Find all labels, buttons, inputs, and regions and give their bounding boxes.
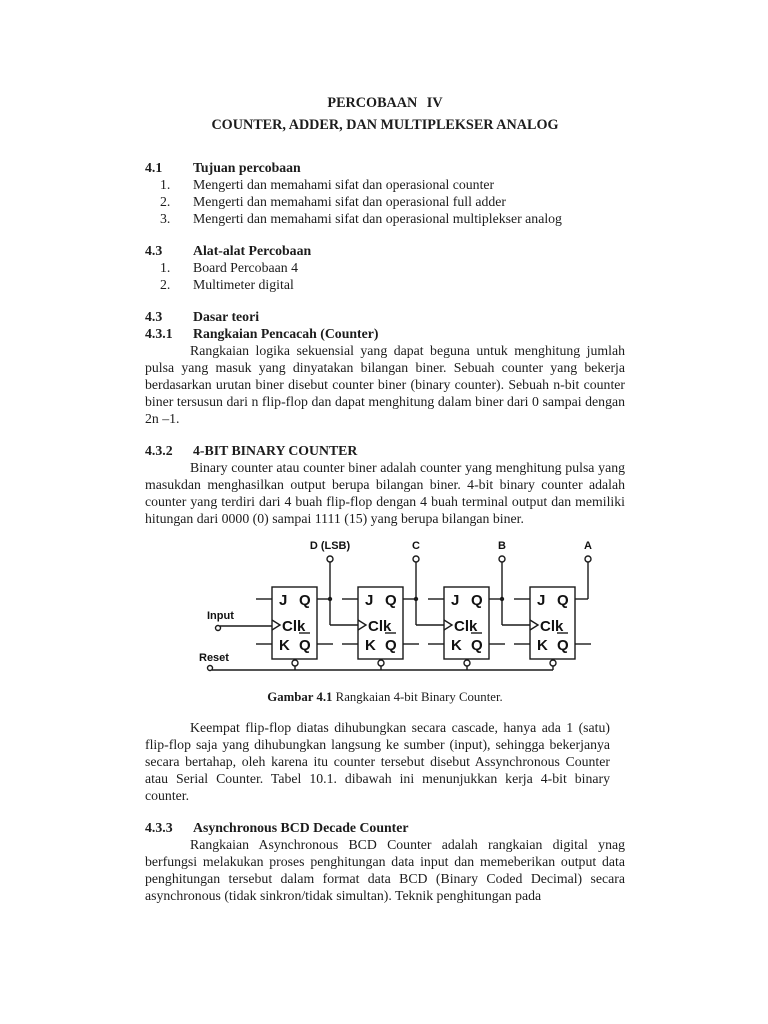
ff3-qbar-label: Q <box>471 637 483 654</box>
section-heading <box>145 819 625 836</box>
section-heading <box>145 325 625 342</box>
title-line-2: COUNTER, ADDER, DAN MULTIPLEKSER ANALOG <box>211 117 559 133</box>
terminal-c-circle <box>413 556 419 562</box>
ff1-k-label: K <box>279 637 290 654</box>
circuit-diagram-figure <box>195 537 625 686</box>
section-number: 4.3.2 <box>145 443 173 458</box>
ff3-q-label: Q <box>471 592 483 609</box>
ff3-k-label: K <box>451 637 462 654</box>
section-4bit-counter <box>145 442 625 527</box>
list-text: Board Percobaan 4 <box>193 260 298 275</box>
section-title: Dasar teori <box>193 309 260 324</box>
reset-terminal-circle <box>208 666 213 671</box>
list-number: 1. <box>160 260 171 275</box>
section-dasar-teori <box>145 308 625 427</box>
ff3-j-label: J <box>451 592 460 609</box>
ff2-clk-label: Clk <box>368 618 392 635</box>
document-page <box>145 0 625 904</box>
ff2-j-label: J <box>365 592 374 609</box>
list-item <box>145 276 625 293</box>
section-heading <box>145 308 625 325</box>
paragraph-4bit-counter: Binary counter atau counter biner adalah counter yang menghitung pulsa yang masukdan menghasilkan output berupa bilangan biner. 4-bit binary counter adalah counter yang terdiri dari 4 buah flip-flop dengan 4 buah terminal output dan memiliki hitungan dari 0000 (0) sampai 1111 (15) yang berupa bilangan biner. <box>145 460 625 526</box>
section-title: Rangkaian Pencacah (Counter) <box>193 326 379 341</box>
output-label-b: B <box>498 540 506 552</box>
output-label-a: A <box>584 540 592 552</box>
section-number: 4.3.3 <box>145 820 173 835</box>
list-text: Mengerti dan memahami sifat dan operasional counter <box>193 177 495 192</box>
list-text: Mengerti dan memahami sifat dan operasional full adder <box>193 194 507 209</box>
list-item <box>145 193 625 210</box>
section-number: 4.1 <box>145 160 163 175</box>
binary-counter-circuit-diagram <box>195 537 645 682</box>
section-number: 4.3 <box>145 309 163 324</box>
paragraph-counter-theory: Rangkaian logika sekuensial yang dapat beguna untuk menghitung jumlah pulsa yang masuk yang dinyatakan bilangan biner. Sebuah counter yang bekerja berdasarkan urutan biner disebut counter biner (binary counter). Sebuah n-bit counter biner tersusun dari n flip-flop dan dapat menghitung dalam biner dari 0 sampai dengan 2n –1. <box>145 343 625 426</box>
input-label: Input <box>207 610 234 622</box>
reset-label: Reset <box>199 652 229 664</box>
list-number: 2. <box>160 277 171 292</box>
section-title: 4-BIT BINARY COUNTER <box>193 443 358 458</box>
list-item <box>145 259 625 276</box>
list-item <box>145 210 625 227</box>
section-title: Tujuan percobaan <box>193 160 301 175</box>
ff4-k-label: K <box>537 637 548 654</box>
section-bcd-counter <box>145 819 625 904</box>
title-line-1: PERCOBAAN IV <box>327 95 443 111</box>
input-terminal-circle <box>216 626 221 631</box>
section-tujuan <box>145 159 625 227</box>
section-number: 4.3 <box>145 243 163 258</box>
section-heading <box>145 242 625 259</box>
terminal-d-circle <box>327 556 333 562</box>
figure-caption-number: Gambar 4.1 <box>267 690 333 704</box>
list-number: 3. <box>160 211 171 226</box>
list-item <box>145 176 625 193</box>
figure-caption <box>145 689 625 706</box>
paragraph-cascade: Keempat flip-flop diatas dihubungkan secara cascade, hanya ada 1 (satu) flip-flop saja yang dihubungkan langsung ke sumber (input), sehingga bekerjanya secara bertahap, oleh karena itu counter tersebut disebut Assynchronous Counter atau Serial Counter. Tabel 10.1. dibawah ini menunjukkan kerja 4-bit binary counter. <box>145 720 610 803</box>
section-heading <box>145 442 625 459</box>
ff4-j-label: J <box>537 592 546 609</box>
section-heading <box>145 159 625 176</box>
ff1-q-label: Q <box>299 592 311 609</box>
ff1-j-label: J <box>279 592 288 609</box>
section-alat <box>145 242 625 293</box>
section-title: Alat-alat Percobaan <box>193 243 312 258</box>
figure-caption-text: Rangkaian 4-bit Binary Counter. <box>332 690 503 704</box>
list-number: 1. <box>160 177 171 192</box>
section-title: Asynchronous BCD Decade Counter <box>193 820 409 835</box>
ff4-q-label: Q <box>557 592 569 609</box>
terminal-b-circle <box>499 556 505 562</box>
output-label-c: C <box>412 540 420 552</box>
ff1-qbar-label: Q <box>299 637 311 654</box>
terminal-a-circle <box>585 556 591 562</box>
output-label-d: D (LSB) <box>309 540 351 552</box>
list-text: Multimeter digital <box>193 277 294 292</box>
ff4-clk-label: Clk <box>540 618 564 635</box>
section-number: 4.3.1 <box>145 326 173 341</box>
document-title <box>145 92 625 136</box>
ff4-qbar-label: Q <box>557 637 569 654</box>
ff2-qbar-label: Q <box>385 637 397 654</box>
ff2-q-label: Q <box>385 592 397 609</box>
list-number: 2. <box>160 194 171 209</box>
ff2-k-label: K <box>365 637 376 654</box>
paragraph-bcd-counter: Rangkaian Asynchronous BCD Counter adalah rangkaian digital ynag berfungsi melakukan proses penghitungan data input dan memeberikan output data penghitungan tersebut dalam format data BCD (Binary Coded Decimal) secara asynchronous (tidak sinkron/tidak simultan). Teknik penghitungan pada <box>145 837 625 903</box>
list-text: Mengerti dan memahami sifat dan operasional multiplekser analog <box>193 211 562 226</box>
ff3-clk-label: Clk <box>454 618 478 635</box>
ff1-clk-label: Clk <box>282 618 306 635</box>
